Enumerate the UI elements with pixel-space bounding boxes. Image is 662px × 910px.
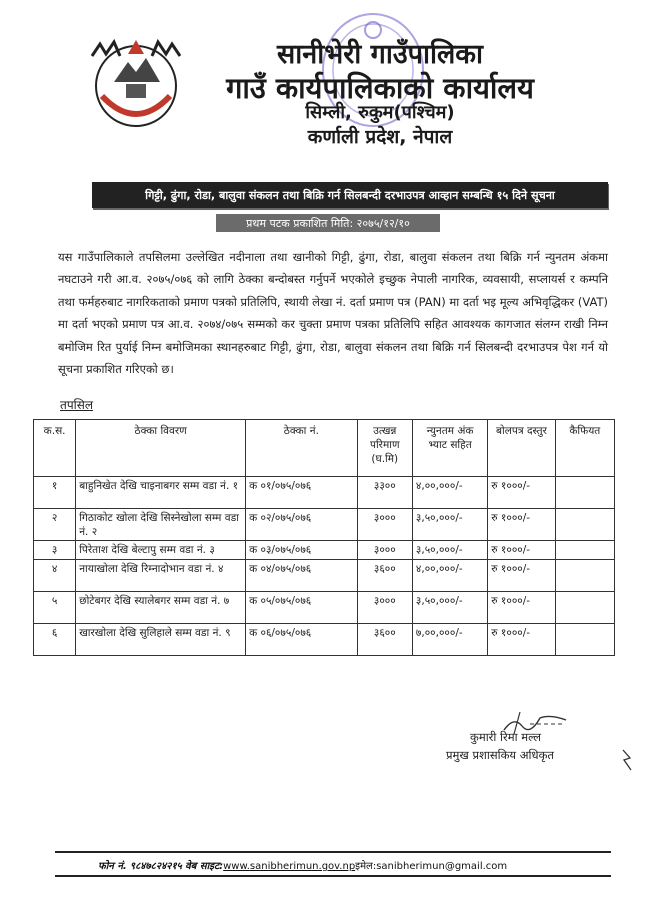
notice-title: गिट्टी, ढुंगा, रोडा, बालुवा संकलन तथा बिक्रि गर्न सिलबन्दी दरभाउपत्र आव्हान सम्बन्धि १५ दिने सूचना bbox=[92, 182, 608, 208]
cell-qty: ३३०० bbox=[357, 477, 412, 509]
cell-qty: ३००० bbox=[357, 509, 412, 541]
cell-min-amount: ३,५०,०००/- bbox=[412, 592, 487, 624]
cell-contract-no: क ०१/०७५/०७६ bbox=[246, 477, 358, 509]
cell-contract-no: क ०४/०७५/०७६ bbox=[246, 560, 358, 592]
cell-remarks bbox=[555, 477, 614, 509]
cell-sn: ५ bbox=[34, 592, 76, 624]
table-header-row bbox=[34, 420, 615, 477]
handwritten-mark-icon bbox=[620, 748, 634, 772]
province-name: कर्णाली प्रदेश, नेपाल bbox=[307, 126, 453, 148]
col-header-sn: क.स. bbox=[34, 420, 76, 477]
cell-qty: ३६०० bbox=[357, 624, 412, 656]
cell-fee: रु १०००/- bbox=[488, 560, 555, 592]
details-heading: तपसिल bbox=[60, 398, 94, 412]
col-header-min-amount: न्युनतम अंक भ्याट सहित bbox=[412, 420, 487, 477]
cell-fee: रु १०००/- bbox=[488, 477, 555, 509]
cell-min-amount: ३,५०,०००/- bbox=[412, 541, 487, 560]
signatory-name: कुमारी रिमा मल्ल bbox=[470, 730, 542, 744]
cell-min-amount: ३,५०,०००/- bbox=[412, 509, 487, 541]
municipality-name: सानीभेरी गाउँपालिका bbox=[277, 39, 483, 70]
footer-divider-bottom bbox=[55, 875, 611, 877]
col-header-desc: ठेक्का विवरण bbox=[76, 420, 246, 477]
col-header-remarks: कैफियत bbox=[555, 420, 614, 477]
cell-qty: ३००० bbox=[357, 541, 412, 560]
table-row bbox=[34, 592, 615, 624]
cell-qty: ३६०० bbox=[357, 560, 412, 592]
cell-sn: ३ bbox=[34, 541, 76, 560]
cell-fee: रु १०००/- bbox=[488, 624, 555, 656]
cell-sn: १ bbox=[34, 477, 76, 509]
phone-label: फोन नं. bbox=[98, 861, 127, 872]
cell-remarks bbox=[555, 560, 614, 592]
phone-number: ९८४७८२४२१५ bbox=[129, 861, 182, 872]
cell-contract-no: क ०६/०७५/०७६ bbox=[246, 624, 358, 656]
cell-desc: खारखोला देखि सुलिहाले सम्म वडा नं. ९ bbox=[76, 624, 246, 656]
cell-qty: ३००० bbox=[357, 592, 412, 624]
cell-min-amount: ४,००,०००/- bbox=[412, 560, 487, 592]
cell-remarks bbox=[555, 541, 614, 560]
email-label: इमेल: bbox=[355, 861, 377, 872]
published-date: प्रथम पटक प्रकाशित मिति: २०७५/१२/१० bbox=[216, 214, 440, 232]
table-row bbox=[34, 509, 615, 541]
cell-desc: गिठाकोट खोला देखि सिस्नेखोला सम्म वडा नं. २ bbox=[76, 509, 246, 541]
contact-footer bbox=[98, 858, 507, 872]
cell-desc: पिरेताश देखि बेल्टापु सम्म वडा नं. ३ bbox=[76, 541, 246, 560]
cell-contract-no: क ०३/०७५/०७६ bbox=[246, 541, 358, 560]
cell-desc: नायाखोला देखि रिम्नादोभान वडा नं. ४ bbox=[76, 560, 246, 592]
cell-contract-no: क ०२/०७५/०७६ bbox=[246, 509, 358, 541]
cell-min-amount: ४,००,०००/- bbox=[412, 477, 487, 509]
contract-table bbox=[33, 419, 615, 656]
notice-body: यस गाउँपालिकाले तपसिलमा उल्लेखित नदीनाला तथा खानीको गिट्टी, ढुंगा, रोडा, बालुवा संकलन तथा बिक्रि गर्न न्युनतम अंकमा नघटाउने गरी आ.व. २०७५/०७६ को लागि ठेक्का बन्दोबस्त गर्नुपर्ने भएकोले इच्छुक नेपाली नागरिक, व्यवसायी, सप्लायर्स र कम्पनि तथा फर्महरुबाट नागरिकताको प्रमाण पत्रको प्रतिलिपि, स्थायी लेखा नं. दर्ता प्रमाण पत्र (PAN) मा दर्ता भइ मूल्य अभिवृद्धिकर (VAT) मा दर्ता भएको प्रमाण पत्र आ.व. २०७४/०७५ सम्मको कर चुक्ता प्रमाण पत्रका प्रतिलिपि सहित आवश्यक कागजात संलग्न राखी निम्न बमोजिम रित पुर्याई निम्न बमोजिमका स्थानहरुबाट गिट्टी, ढुंगा, रोडा, बालुवा संकलन तथा बिक्रि गर्न सिलबन्दी दरभाउपत्र पेश गर्न यो सूचना प्रकाशित गरिएको छ। bbox=[58, 250, 608, 377]
cell-sn: ४ bbox=[34, 560, 76, 592]
cell-sn: २ bbox=[34, 509, 76, 541]
cell-fee: रु १०००/- bbox=[488, 592, 555, 624]
cell-fee: रु १०००/- bbox=[488, 541, 555, 560]
cell-remarks bbox=[555, 592, 614, 624]
col-header-qty: उत्खन्न परिमाण (घ.मि) bbox=[357, 420, 412, 477]
cell-remarks bbox=[555, 509, 614, 541]
cell-desc: बाहुनिखेत देखि चाइनाबगर सम्म वडा नं. १ bbox=[76, 477, 246, 509]
office-address: सिम्ली, रुकुम(पश्चिम) bbox=[305, 102, 455, 123]
website-link[interactable]: www.sanibherimun.gov.np bbox=[223, 861, 356, 872]
footer-divider-top bbox=[55, 851, 611, 853]
table-row bbox=[34, 624, 615, 656]
cell-contract-no: क ०५/०७५/०७६ bbox=[246, 592, 358, 624]
website-label: वेब साइट: bbox=[185, 861, 224, 872]
cell-fee: रु १०००/- bbox=[488, 509, 555, 541]
col-header-fee: बोलपत्र दस्तुर bbox=[488, 420, 555, 477]
col-header-contract-no: ठेक्का नं. bbox=[246, 420, 358, 477]
table-row bbox=[34, 560, 615, 592]
cell-sn: ६ bbox=[34, 624, 76, 656]
cell-remarks bbox=[555, 624, 614, 656]
nepal-emblem-icon bbox=[84, 34, 188, 138]
cell-desc: छोटेबगर देखि स्यालेबगर सम्म वडा नं. ७ bbox=[76, 592, 246, 624]
email-address[interactable]: sanibherimun@gmail.com bbox=[376, 861, 508, 872]
signatory-title: प्रमुख प्रशासकिय अधिकृत bbox=[446, 748, 554, 762]
table-row bbox=[34, 541, 615, 560]
office-name: गाउँ कार्यपालिकाको कार्यालय bbox=[226, 71, 534, 105]
cell-min-amount: ७,००,०००/- bbox=[412, 624, 487, 656]
table-row bbox=[34, 477, 615, 509]
